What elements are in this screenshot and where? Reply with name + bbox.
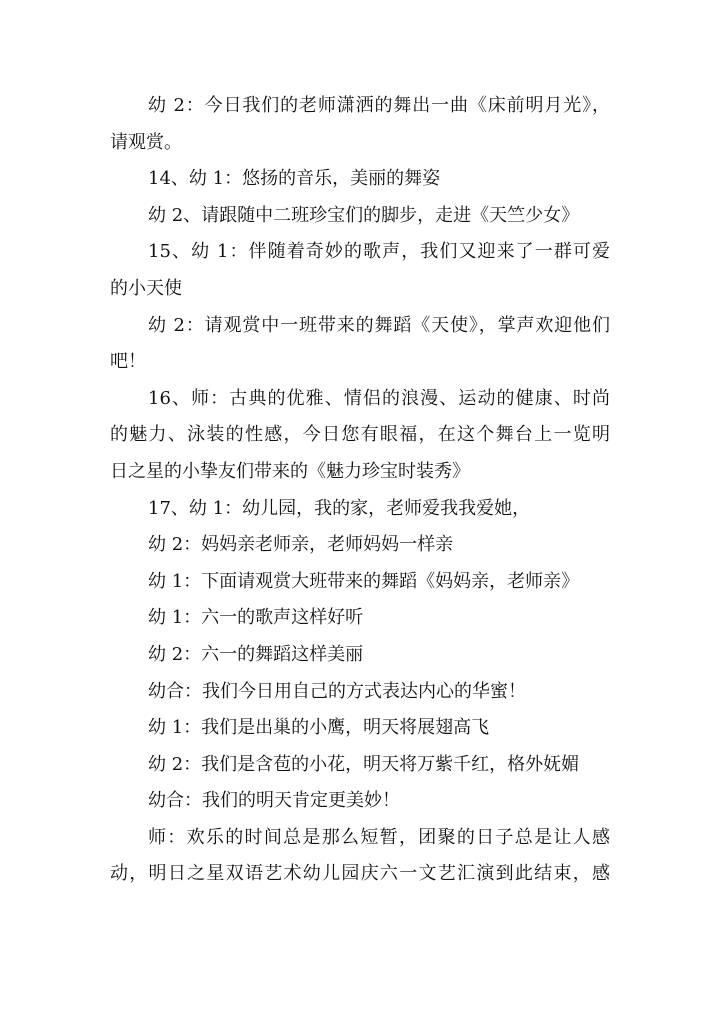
text-line: 16、师：古典的优雅、情侣的浪漫、运动的健康、时尚	[148, 387, 610, 409]
text-line: 幼 1：下面请观赏大班带来的舞蹈《妈妈亲，老师亲》	[148, 570, 580, 592]
text-line: 动，明日之星双语艺术幼儿园庆六一文艺汇演到此结束，感	[110, 863, 610, 885]
text-line: 幼 2：六一的舞蹈这样美丽	[148, 643, 364, 665]
text-line: 幼 1：我们是出巢的小鹰，明天将展翅高飞	[148, 717, 490, 739]
text-line: 幼合：我们今日用自己的方式表达内心的华蜜！	[148, 680, 526, 702]
text-line: 15、幼 1：伴随着奇妙的歌声，我们又迎来了一群可爱	[148, 241, 610, 263]
text-line: 幼 2：妈妈亲老师亲，老师妈妈一样亲	[148, 534, 454, 556]
text-line: 请观赏。	[110, 131, 182, 153]
text-line: 吧！	[110, 351, 146, 373]
text-line: 幼合：我们的明天肯定更美妙！	[148, 790, 400, 812]
text-line: 幼 2：请观赏中一班带来的舞蹈《天使》，掌声欢迎他们	[148, 314, 610, 336]
document-body	[110, 88, 610, 893]
text-line: 的魅力、泳装的性感，今日您有眼福，在这个舞台上一览明	[110, 424, 610, 446]
text-line: 14、幼 1：悠扬的音乐，美丽的舞姿	[148, 168, 441, 190]
text-line: 幼 2：今日我们的老师潇洒的舞出一曲《床前明月光》，	[148, 95, 610, 116]
text-line: 的小天使	[110, 277, 182, 299]
text-line: 17、幼 1：幼儿园，我的家，老师爱我我爱她，	[148, 497, 531, 519]
text-line: 幼 1：六一的歌声这样好听	[148, 607, 364, 629]
text-line: 幼 2、请跟随中二班珍宝们的脚步，走进《天竺少女》	[148, 204, 580, 226]
text-line: 幼 2：我们是含苞的小花，明天将万紫千红，格外妩媚	[148, 753, 580, 775]
text-line: 日之星的小挚友们带来的《魅力珍宝时装秀》	[110, 460, 470, 482]
text-line: 师：欢乐的时间总是那么短暂，团聚的日子总是让人感	[148, 826, 610, 848]
